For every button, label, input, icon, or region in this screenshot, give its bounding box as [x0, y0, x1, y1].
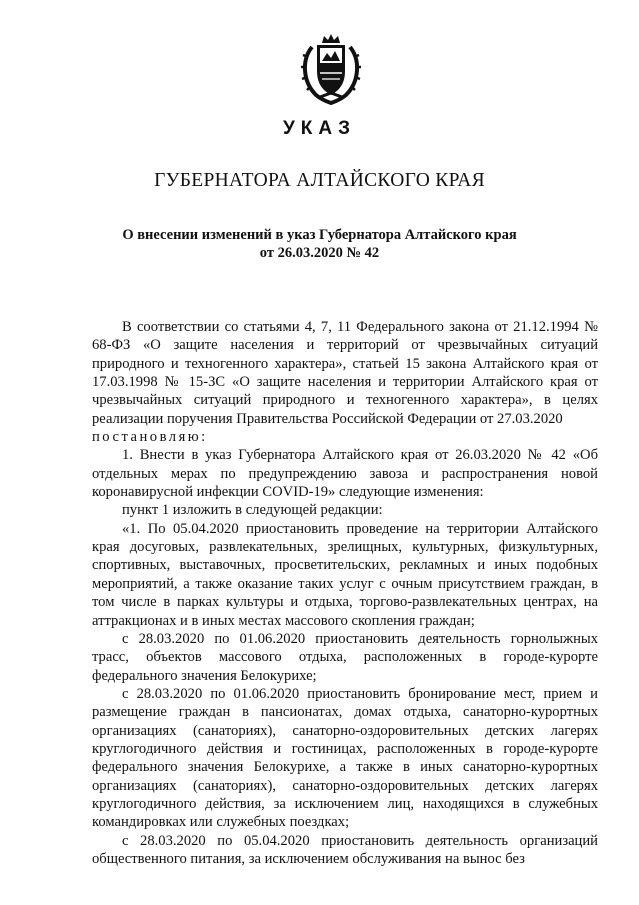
- item-1-paragraph: 1. Внести в указ Губернатора Алтайского края от 26.03.2020 № 42 «Об отдельных мерах по предупреждению завоза и распространения новой коронавирусной инфекции COVID-19» следующие изменения:: [92, 447, 598, 501]
- decree-word: постановляю:: [92, 429, 208, 446]
- point-1-paragraph: пункт 1 изложить в следующей редакции:: [122, 502, 383, 519]
- intro-paragraph: В соответствии со статьями 4, 7, 11 Федерального закона от 21.12.1994 № 68-ФЗ «О защите населения и территорий от чрезвычайных ситуаций природного и техногенного характера», статьей 15 закона Алтайского края от 17.03.1998 № 15-ЗС «О защите населения и территории Алтайского края от чрезвычайных ситуаций природного и техногенного характера», в целях реализации поручения Правительства Российской Федерации от 27.03.2020: [92, 319, 598, 427]
- document-body: [92, 318, 598, 868]
- quote-1-paragraph: «1. По 05.04.2020 приостановить проведение на территории Алтайского края досуговых, развлекательных, зрелищных, культурных, физкультурных, спортивных, выставочных, просветительских, рекламных и иных подобных мероприятий, а также оказание таких услуг с очным присутствием граждан, в том числе в парках культуры и отдыха, торгово-развлекательных центрах, на аттракционах и в иных местах массового скопления граждан;: [92, 520, 598, 629]
- issuer-title: ГУБЕРНАТОРА АЛТАЙСКОГО КРАЯ: [154, 170, 485, 191]
- paragraph-4: с 28.03.2020 по 05.04.2020 приостановить деятельность организаций общественного питания, за исключением обслуживания на вынос без: [92, 832, 598, 867]
- coat-of-arms-emblem: [298, 33, 364, 105]
- document-heading: [0, 226, 639, 262]
- document-type-title: УКАЗ: [282, 118, 357, 139]
- paragraph-3: с 28.03.2020 по 01.06.2020 приостановить бронирование мест, прием и размещение граждан в пансионатах, домах отдыха, санаторно-курортных организациях (санаториях), санаторно-оздоровительных детских лагерях круглогодичного действия и гостиницах, расположенных в городе-курорте федерального значения Белокурихе, а также в иных санаторно-курортных организациях (санаториях), санаторно-оздоровительных детских лагерях круглогодичного действия, за исключением лиц, находящихся в служебных командировках или служебных поездках;: [92, 685, 598, 831]
- paragraph-2: с 28.03.2020 по 01.06.2020 приостановить деятельность горнолыжных трасс, объектов массового отдыха, расположенных в городе-курорте федерального значения Белокурихе;: [92, 630, 598, 684]
- heading-line-1: О внесении изменений в указ Губернатора Алтайского края: [122, 227, 517, 243]
- heading-line-2: от 26.03.2020 № 42: [259, 245, 380, 261]
